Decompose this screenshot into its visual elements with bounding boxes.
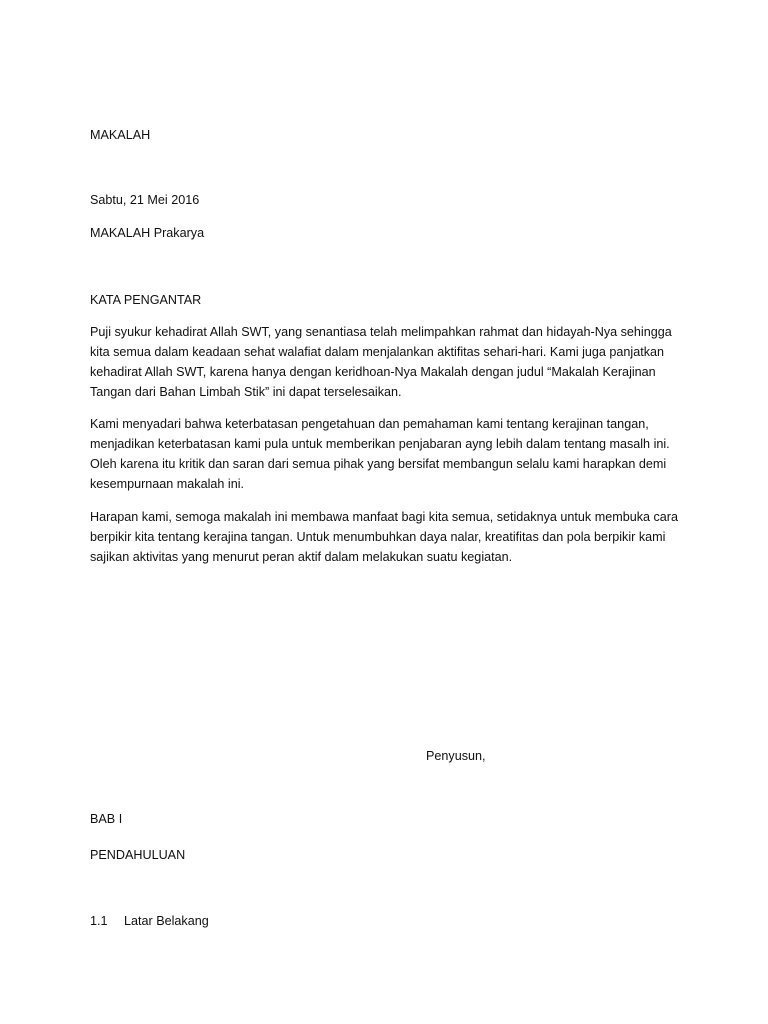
doc-date: Sabtu, 21 Mei 2016 <box>90 193 200 207</box>
paragraph-line: Puji syukur kehadirat Allah SWT, yang senantiasa telah melimpahkan rahmat dan hidayah-Nya sehingga <box>90 325 672 339</box>
foreword-paragraph-3 <box>90 507 690 567</box>
signature: Penyusun, <box>426 749 486 763</box>
paragraph-line: sajikan aktivitas yang menurut peran aktif dalam melakukan suatu kegiatan. <box>90 550 513 564</box>
section-number: 1.1 <box>90 914 108 928</box>
chapter-label: BAB I <box>90 812 123 826</box>
section-title: Latar Belakang <box>124 914 209 928</box>
foreword-paragraph-2 <box>90 414 690 494</box>
paragraph-line: Oleh karena itu kritik dan saran dari semua pihak yang bersifat membangun selalu kami harapkan demi <box>90 457 667 471</box>
paragraph-line: kehadirat Allah SWT, karena hanya dengan keridhoan-Nya Makalah dengan judul “Makalah Kerajinan <box>90 365 656 379</box>
paragraph-line: menjadikan keterbatasan kami pula untuk memberikan penjabaran ayng lebih dalam tentang masalh ini. <box>90 437 670 451</box>
paragraph-line: berpikir kita tentang kerajina tangan. Untuk menumbuhkan daya nalar, kreatifitas dan pola berpikir kami <box>90 530 666 544</box>
foreword-paragraph-1 <box>90 322 690 402</box>
paragraph-line: Tangan dari Bahan Limbah Stik” ini dapat terselesaikan. <box>90 385 402 399</box>
paragraph-line: kita semua dalam keadaan sehat walafiat dalam menjalankan aktifitas sehari-hari. Kami juga panjatkan <box>90 345 665 359</box>
doc-subtitle: MAKALAH Prakarya <box>90 226 205 240</box>
chapter-title: PENDAHULUAN <box>90 848 186 862</box>
section-heading <box>90 913 209 929</box>
paragraph-line: kesempurnaan makalah ini. <box>90 477 245 491</box>
paragraph-line: Kami menyadari bahwa keterbatasan pengetahuan dan pemahaman kami tentang kerajinan tangan, <box>90 417 649 431</box>
doc-title: MAKALAH <box>90 128 151 142</box>
paragraph-line: Harapan kami, semoga makalah ini membawa manfaat bagi kita semua, setidaknya untuk membuka cara <box>90 510 679 524</box>
foreword-heading: KATA PENGANTAR <box>90 293 202 307</box>
